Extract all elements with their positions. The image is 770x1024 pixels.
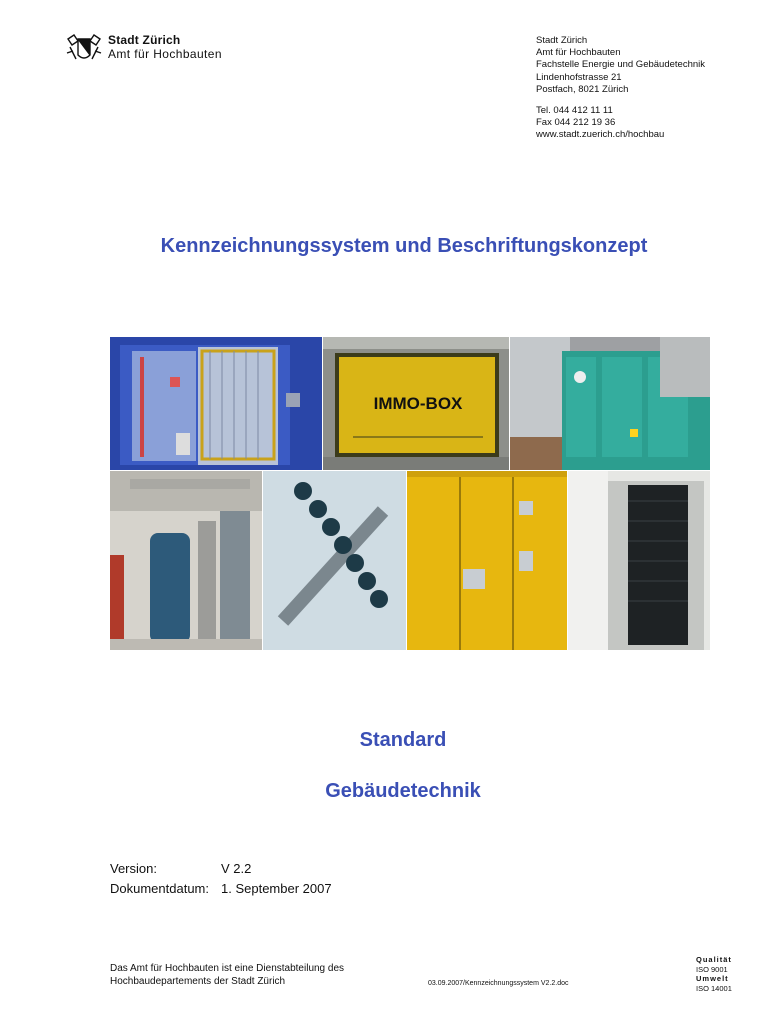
quality-title: Qualität <box>696 955 732 964</box>
address-line: Fachstelle Energie und Gebäudetechnik <box>536 59 706 71</box>
footer-department-note <box>110 963 344 988</box>
document-title: Kennzeichnungssystem und Beschriftungskonzept <box>160 235 648 257</box>
footer-file-name: 03.09.2007/Kennzeichnungssystem V2.2.doc <box>428 980 569 987</box>
date-label: Dokumentdatum: <box>110 881 209 896</box>
subtitle-standard: Standard <box>359 729 447 751</box>
city-logo <box>64 33 222 63</box>
subtitle-building-services: Gebäudetechnik <box>325 780 481 802</box>
date-value: 1. September 2007 <box>221 881 332 896</box>
environment-iso: ISO 14001 <box>696 983 732 993</box>
website-line: www.stadt.zuerich.ch/hochbau <box>536 129 665 141</box>
city-crest-icon <box>64 33 104 63</box>
fax-line: Fax 044 212 19 36 <box>536 117 616 129</box>
version-value: V 2.2 <box>221 861 252 876</box>
environment-title: Umwelt <box>696 974 729 983</box>
immo-box-label: IMMO-BOX <box>373 394 463 413</box>
logo-department-name: Amt für Hochbauten <box>108 47 222 61</box>
certification-block <box>696 955 732 993</box>
address-line: Postfach, 8021 Zürich <box>536 83 629 95</box>
address-line: Amt für Hochbauten <box>536 47 621 59</box>
address-line: Lindenhofstrasse 21 <box>536 71 622 83</box>
footer-line: Das Amt für Hochbauten ist eine Dienstabteilung des <box>110 963 345 974</box>
server-rack-photo <box>568 471 710 650</box>
footer-line: Hochbaudepartements der Stadt Zürich <box>110 975 286 987</box>
version-label: Version: <box>110 861 157 876</box>
phone-line: Tel. 044 412 11 11 <box>536 105 613 117</box>
immo-box-photo <box>323 337 509 470</box>
yellow-switchgear-photo <box>407 471 567 650</box>
ventilation-unit-photo <box>510 337 710 470</box>
valves-photo <box>263 471 406 650</box>
photo-collage <box>110 337 710 650</box>
address-block <box>536 35 705 142</box>
address-line: Stadt Zürich <box>536 35 588 46</box>
blue-cabinet-photo <box>110 337 322 470</box>
date-row <box>110 881 332 896</box>
logo-city-name: Stadt Zürich <box>108 33 181 47</box>
version-row <box>110 861 251 876</box>
boiler-room-photo <box>110 471 262 650</box>
quality-iso: ISO 9001 <box>696 964 728 974</box>
